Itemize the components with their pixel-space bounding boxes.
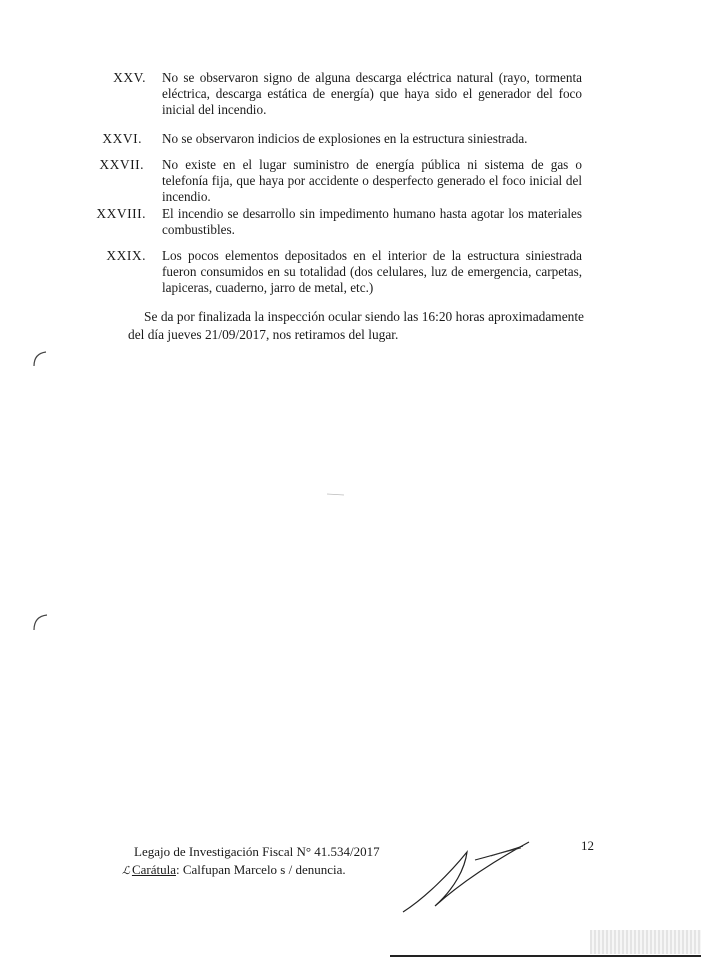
case-file-line: Legajo de Investigación Fiscal N° 41.534/2017 [134, 844, 380, 859]
caption-line [122, 861, 380, 880]
scan-mark-icon [30, 610, 50, 632]
item-number: XXV. [113, 70, 146, 85]
scan-speck-icon [326, 490, 346, 498]
caption-label: Carátula [131, 862, 176, 877]
item-text: No se observaron signo de alguna descarga eléctrica natural (rayo, tormenta eléctrica, descarga estática de energía) que haya sido el generador del foco inicial del incendio. [162, 70, 582, 117]
item-text: El incendio se desarrollo sin impedimento humano hasta agotar los materiales combustibles. [162, 206, 582, 237]
item-text: No se observaron indicios de explosiones en la estructura siniestrada. [162, 131, 528, 146]
page-number: 12 [581, 838, 594, 853]
item-text: No existe en el lugar suministro de energía pública ni sistema de gas o telefonía fija, que haya por accidente o desperfecto generado el foco inicial del incendio. [162, 157, 582, 204]
signature-icon [395, 838, 540, 918]
scan-mark-icon [30, 348, 50, 368]
scan-shadow [590, 930, 701, 954]
initial-mark: ℒ [122, 865, 130, 877]
footer [122, 843, 380, 880]
closing-paragraph: Se da por finalizada la inspección ocular siendo las 16:20 horas aproximadamente del día jueves 21/09/2017, nos retiramos del lugar. [128, 309, 584, 342]
scan-edge [390, 955, 701, 957]
item-number: XXVIII. [96, 206, 146, 221]
caption-value: : Calfupan Marcelo s / denuncia. [175, 862, 346, 877]
item-number: XXIX. [106, 248, 146, 263]
item-number: XXVII. [99, 157, 144, 172]
item-number: XXVI. [102, 131, 142, 146]
item-text: Los pocos elementos depositados en el interior de la estructura siniestrada fueron consumidos en su totalidad (dos celulares, luz de emergencia, carpetas, lapiceras, cuaderno, jarro de metal, etc.) [162, 248, 582, 295]
